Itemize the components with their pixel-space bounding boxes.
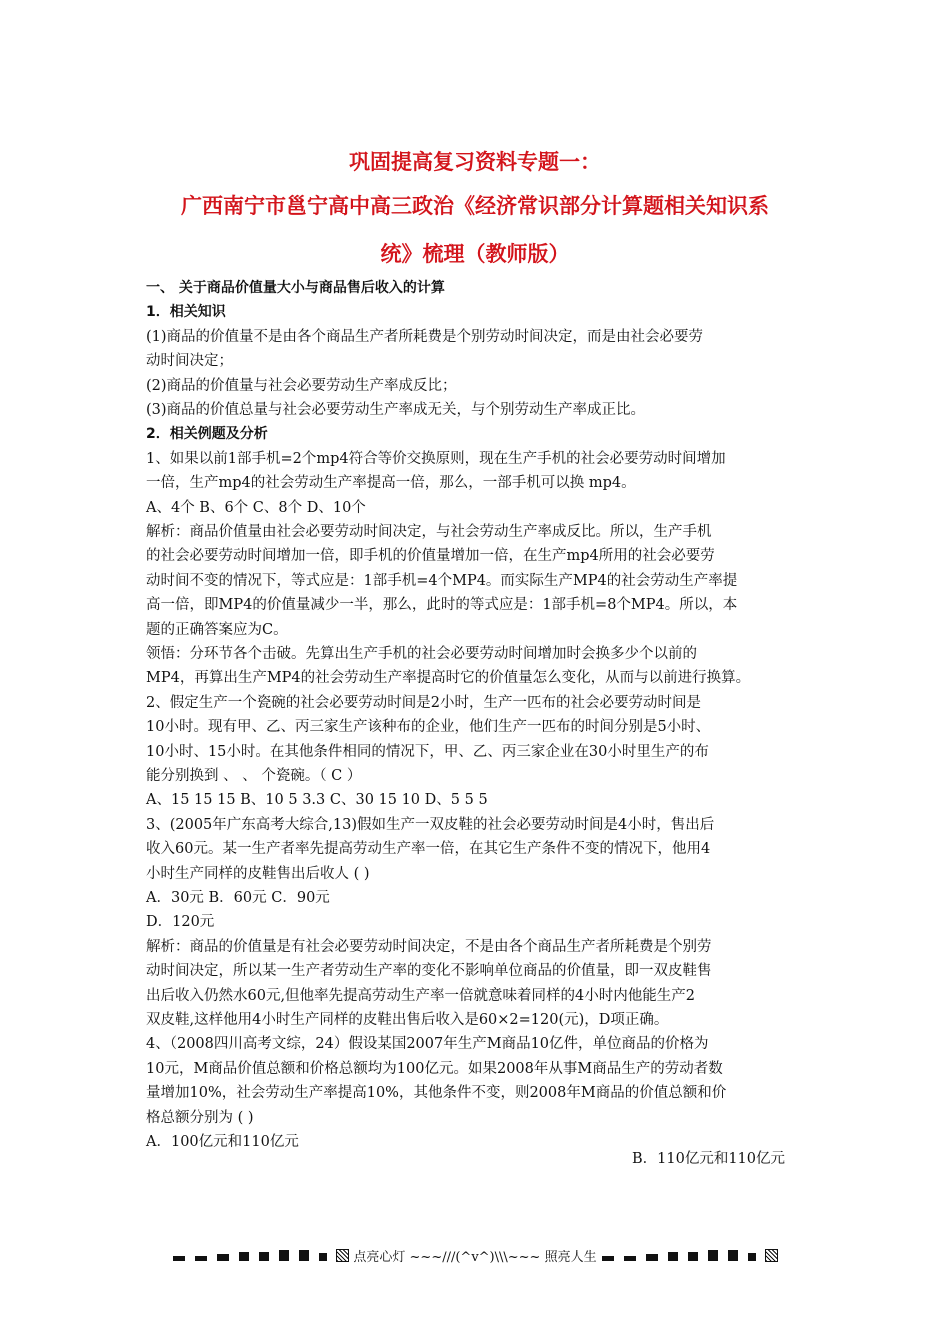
decor-square-icon: [708, 1250, 718, 1261]
text-line: 解析：商品价值量由社会必要劳动时间决定，与社会劳动生产率成反比。所以，生产手机: [146, 524, 712, 540]
decor-square-icon: [688, 1252, 698, 1261]
text-line: 动时间决定；: [146, 353, 233, 370]
text-line: 4、（2008四川高考文综，24）假设某国2007年生产M商品10亿件，单位商品的价格为: [146, 1036, 709, 1053]
decor-square-icon: [624, 1256, 636, 1261]
text-line: 出后收入仍然水60元,但他率先提高劳动生产率一倍就意味着同样的4小时内他能生产2: [146, 987, 696, 1004]
text-line: 双皮鞋,这样他用4小时生产同样的皮鞋出售后收入是60×2=120(元)，D项正确。: [146, 1012, 669, 1028]
decor-square-icon: [239, 1252, 249, 1261]
text-line: 动时间不变的情况下，等式应是：1部手机=4个MP4。而实际生产MP4的社会劳动生产率提: [146, 572, 738, 589]
decor-square-icon: [279, 1250, 289, 1261]
text-line: 2、假定生产一个瓷碗的社会必要劳动时间是2小时，生产一匹布的社会必要劳动时间是: [146, 694, 701, 711]
text-line: 1、如果以前1部手机=2个mp4符合等价交换原则，现在生产手机的社会必要劳动时间增加: [146, 450, 726, 467]
footer-text: 点亮心灯 ~~~///(^v^)\\\~~~ 照亮人生: [353, 1250, 597, 1265]
text-line: 能分别换到 、 、 个瓷碗。（ C ）: [146, 768, 362, 784]
decor-square-icon: [173, 1256, 185, 1261]
text-line: 格总额分别为 ( ): [146, 1109, 254, 1126]
text-line: 小时生产同样的皮鞋售出后收人 ( ): [146, 865, 370, 882]
text-line: A．30元 B．60元 C．90元: [146, 890, 330, 906]
decor-hatched-square-icon: [765, 1249, 778, 1262]
option-b-text: B．110亿元和110亿元: [632, 1151, 786, 1167]
title-line-2: 广西南宁市邕宁高中高三政治《经济常识部分计算题相关知识系: [181, 194, 769, 218]
decor-hatched-square-icon: [336, 1249, 349, 1262]
text-line: (1)商品的价值量不是由各个商品生产者所耗费是个别劳动时间决定，而是由社会必要劳: [146, 328, 704, 345]
text-line: A．100亿元和110亿元: [146, 1134, 299, 1150]
decor-square-icon: [319, 1253, 327, 1261]
title-line-1: 巩固提高复习资料专题一：: [349, 150, 601, 174]
text-line: 收入60元。某一生产者率先提高劳动生产率一倍，在其它生产条件不变的情况下，他用4: [146, 841, 711, 858]
text-line: 1．相关知识: [146, 304, 226, 321]
text-line: 题的正确答案应为C。: [146, 621, 288, 638]
text-line: 的社会必要劳动时间增加一倍，即手机的价值量增加一倍，在生产mp4所用的社会必要劳: [146, 548, 715, 565]
text-line: 10小时。现有甲、乙、丙三家生产该种布的企业，他们生产一匹布的时间分别是5小时、: [146, 719, 711, 736]
text-line: 10元，M商品价值总额和价格总额均为100亿元。如果2008年从事M商品生产的劳动者数: [146, 1060, 723, 1077]
decor-square-icon: [217, 1254, 229, 1261]
text-line: 3、(2005年广东高考大综合,13)假如生产一双皮鞋的社会必要劳动时间是4小时，售出后: [146, 816, 715, 833]
text-line: 高一倍，即MP4的价值量减少一半，那么，此时的等式应是：1部手机=8个MP4。所以，本: [146, 597, 738, 614]
text-line: MP4，再算出生产MP4的社会劳动生产率提高时它的价值量怎么变化，从而与以前进行换算。: [146, 670, 751, 687]
decor-square-icon: [259, 1252, 269, 1261]
text-line: A、15 15 15 B、10 5 3.3 C、30 15 10 D、5 5 5: [146, 792, 488, 809]
decor-square-icon: [728, 1250, 738, 1261]
text-line: (3)商品的价值总量与社会必要劳动生产率成无关，与个别劳动生产率成正比。: [146, 402, 646, 418]
decor-square-icon: [602, 1256, 614, 1261]
text-line: 2．相关例题及分析: [146, 426, 268, 443]
text-line: 量增加10%，社会劳动生产率提高10%，其他条件不变，则2008年M商品的价值总额和价: [146, 1085, 727, 1102]
decor-square-icon: [668, 1252, 678, 1261]
decor-square-icon: [748, 1253, 756, 1261]
text-line: 一、 关于商品价值量大小与商品售后收入的计算: [146, 280, 445, 296]
text-line: 一倍，生产mp4的社会劳动生产率提高一倍，那么，一部手机可以换 mp4。: [146, 475, 636, 492]
text-line: 领悟：分环节各个击破。先算出生产手机的社会必要劳动时间增加时会换多少个以前的: [146, 646, 697, 662]
decor-square-icon: [299, 1250, 309, 1261]
text-line: D．120元: [146, 914, 215, 931]
title-line-3: 统》梳理（教师版）: [380, 242, 570, 266]
text-line: 动时间决定，所以某一生产者劳动生产率的变化不影响单位商品的价值量，即一双皮鞋售: [146, 963, 712, 980]
decor-square-icon: [195, 1256, 207, 1261]
text-line: (2)商品的价值量与社会必要劳动生产率成反比；: [146, 377, 457, 394]
text-line: 解析：商品的价值量是有社会必要劳动时间决定，不是由各个商品生产者所耗费是个别劳: [146, 938, 712, 955]
text-line: A、4个 B、6个 C、8个 D、10个: [146, 499, 366, 516]
decor-square-icon: [646, 1254, 658, 1261]
text-line: 10小时、15小时。在其他条件相同的情况下，甲、乙、丙三家企业在30小时里生产的布: [146, 743, 709, 760]
page-footer: [0, 1246, 950, 1265]
